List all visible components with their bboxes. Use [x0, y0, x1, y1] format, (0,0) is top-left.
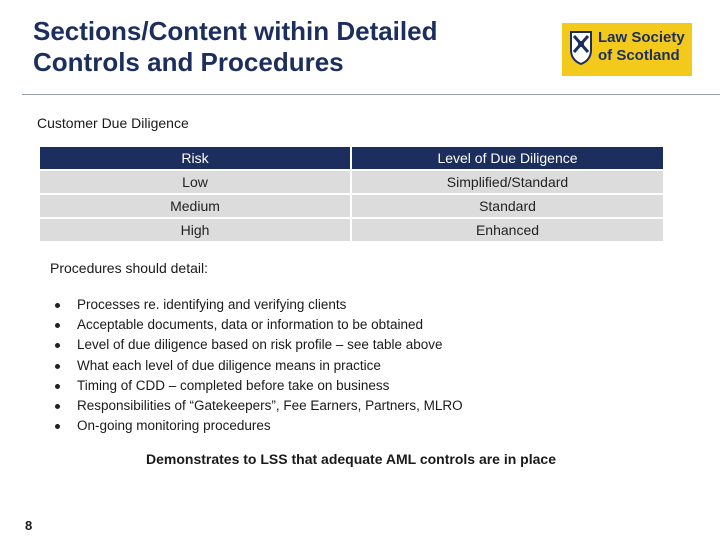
shield-crest-icon: [569, 30, 593, 66]
conclusion-text: Demonstrates to LSS that adequate AML controls are in place: [146, 451, 556, 467]
list-item: [55, 396, 463, 416]
slide-title-line-2: Controls and Procedures: [33, 47, 344, 77]
table-row: [40, 171, 663, 193]
table-row: [40, 219, 663, 241]
cdd-heading: Customer Due Diligence: [37, 115, 189, 131]
list-item-text: Timing of CDD – completed before take on business: [77, 377, 390, 393]
risk-cell: High: [40, 219, 352, 241]
level-cell: Enhanced: [352, 219, 663, 241]
list-item-text: On-going monitoring procedures: [77, 418, 271, 434]
procedures-heading: Procedures should detail:: [50, 260, 208, 276]
list-item-text: Responsibilities of “Gatekeepers”, Fee Earners, Partners, MLRO: [77, 398, 463, 414]
bullet-icon: [55, 384, 60, 389]
table-header-row: [40, 147, 663, 169]
logo-wordmark: [598, 29, 690, 65]
slide-title: [33, 16, 513, 78]
column-header-level: Level of Due Diligence: [352, 147, 663, 169]
law-society-logo: [562, 23, 692, 76]
column-header-risk: Risk: [40, 147, 352, 169]
list-item-text: Processes re. identifying and verifying clients: [77, 297, 347, 312]
logo-line-1: Law Society: [598, 29, 685, 46]
page-number: 8: [25, 518, 33, 533]
list-item-text: Level of due diligence based on risk profile – see table above: [77, 337, 443, 353]
slide-title-line-1: Sections/Content within Detailed: [33, 16, 438, 46]
list-item-text: What each level of due diligence means in practice: [77, 357, 381, 373]
list-item: [55, 335, 463, 355]
risk-cell: Low: [40, 171, 352, 193]
bullet-icon: [55, 424, 60, 429]
bullet-icon: [55, 303, 60, 308]
table-row: [40, 195, 663, 217]
list-item: [55, 416, 463, 436]
bullet-icon: [55, 343, 60, 348]
level-cell: Simplified/Standard: [352, 171, 663, 193]
list-item: [55, 295, 463, 315]
logo-line-2: of Scotland: [598, 47, 680, 64]
level-cell: Standard: [352, 195, 663, 217]
procedures-list: [55, 295, 463, 436]
list-item: [55, 376, 463, 396]
bullet-icon: [55, 323, 60, 328]
bullet-icon: [55, 364, 60, 369]
header-divider: [22, 94, 720, 95]
list-item-text: Acceptable documents, data or information to be obtained: [77, 317, 423, 333]
bullet-icon: [55, 404, 60, 409]
list-item: [55, 356, 463, 376]
due-diligence-table: [40, 145, 663, 243]
risk-cell: Medium: [40, 195, 352, 217]
list-item: [55, 315, 463, 335]
